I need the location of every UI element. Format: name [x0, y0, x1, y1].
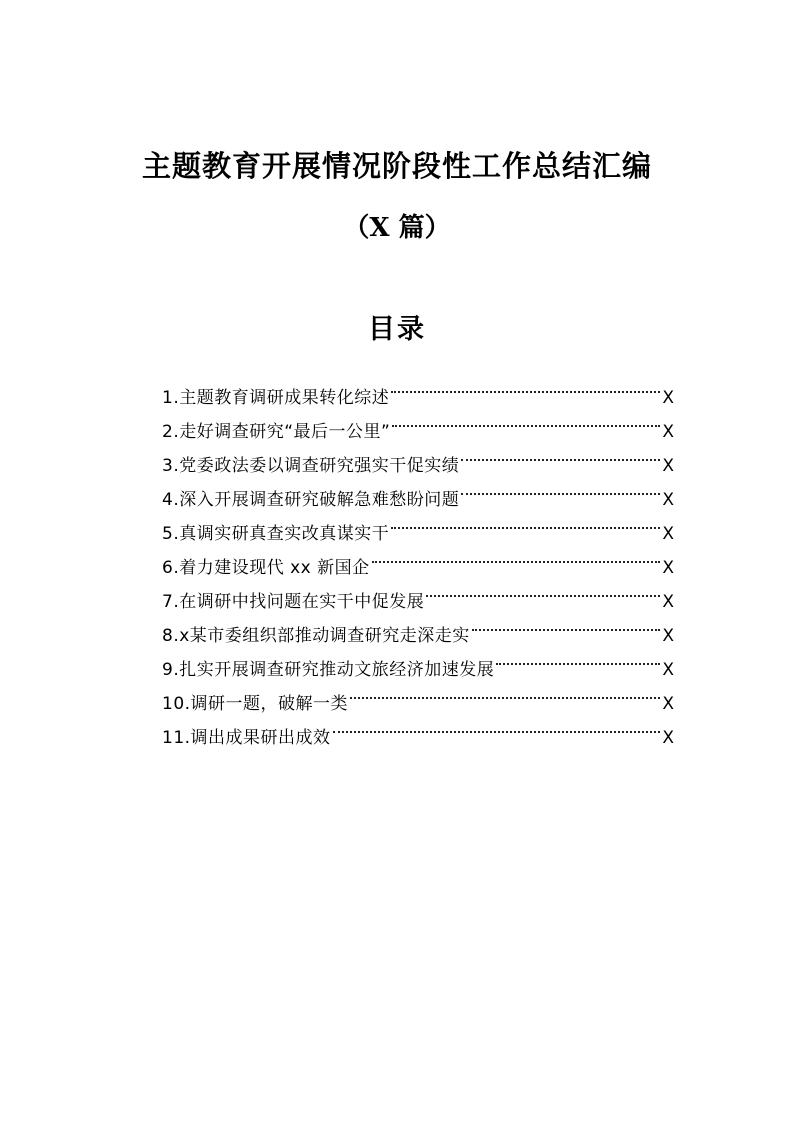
document-title: 主题教育开展情况阶段性工作总结汇编	[141, 149, 652, 183]
toc-heading: 目录	[368, 314, 426, 345]
toc-leader-dots	[392, 403, 660, 437]
toc-entry-page: X	[662, 490, 674, 510]
toc-entry-title: 11.调出成果研出成效	[162, 728, 331, 748]
toc-entry-page: X	[662, 422, 674, 442]
toc-leader-dots	[391, 369, 660, 403]
toc-entry-title: 9.扎实开展调查研究推动文旅经济加速发展	[162, 660, 495, 680]
toc-entry-title: 2.走好调查研究“最后一公里”	[162, 422, 391, 442]
toc-entry-title: 1.主题教育调研成果转化综述	[162, 388, 390, 408]
toc-entry-title: 5.真调实研真查实改真谋实干	[162, 524, 390, 544]
toc-entry-page: X	[662, 456, 674, 476]
toc-entry-title: 6.着力建设现代 xx 新国企	[162, 558, 370, 578]
toc-leader-dots	[333, 709, 661, 743]
toc-entry-page: X	[662, 558, 674, 578]
document-subtitle: （X 篇）	[343, 213, 451, 243]
toc-entry[interactable]	[162, 369, 674, 408]
toc-entry-page: X	[662, 524, 674, 544]
toc-entry-title: 3.党委政法委以调查研究强实干促实绩	[162, 456, 460, 476]
toc-entry-page: X	[662, 388, 674, 408]
toc-leader-dots	[496, 641, 660, 675]
toc-entry-page: X	[662, 626, 674, 646]
toc-leader-dots	[461, 471, 660, 505]
toc-entry-page: X	[662, 592, 674, 612]
toc-entry-page: X	[662, 694, 674, 714]
toc-entry-title: 10.调研一题，破解一类	[162, 694, 349, 714]
toc-entry-page: X	[662, 660, 674, 680]
toc-leader-dots	[461, 437, 660, 471]
toc-leader-dots	[391, 505, 660, 539]
toc-entry-title: 4.深入开展调查研究破解急难愁盼问题	[162, 490, 460, 510]
toc-entry-title: 8.x某市委组织部推动调查研究走深走实	[162, 626, 470, 646]
toc-entry-title: 7.在调研中找问题在实干中促发展	[162, 592, 425, 612]
toc-leader-dots	[372, 539, 661, 573]
table-of-contents	[162, 369, 674, 748]
toc-leader-dots	[350, 675, 660, 709]
toc-leader-dots	[472, 607, 661, 641]
toc-entry-page: X	[662, 728, 674, 748]
toc-leader-dots	[426, 573, 660, 607]
